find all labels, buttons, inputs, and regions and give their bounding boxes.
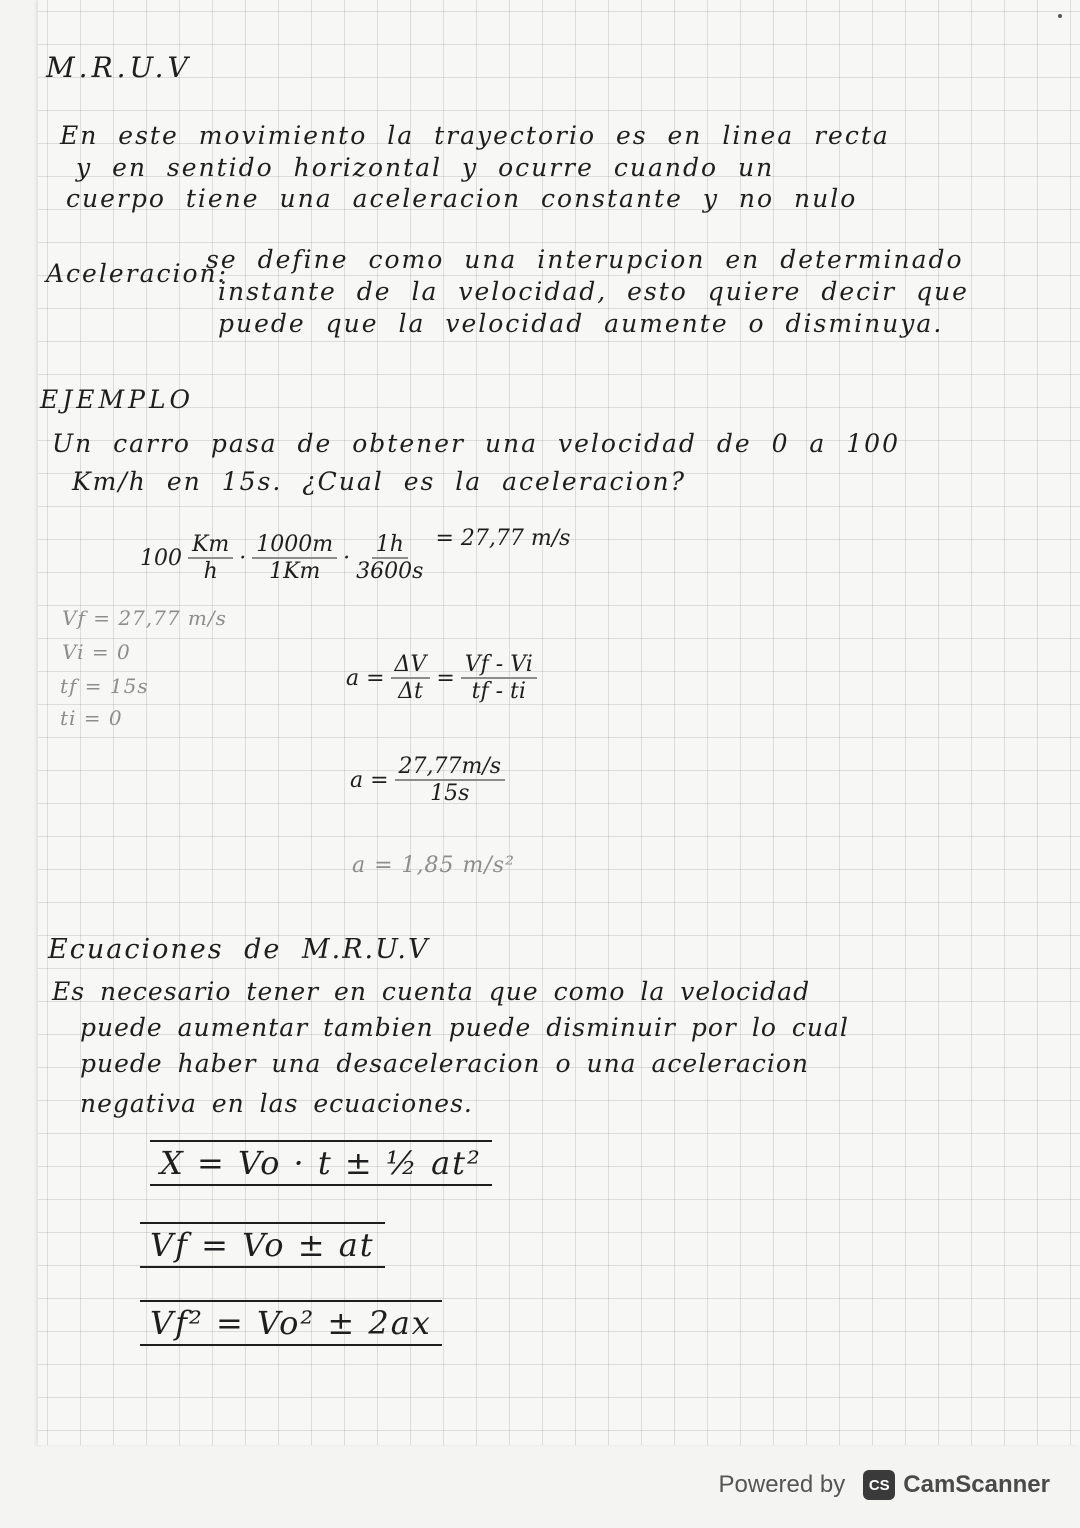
time-difference: tf - ti — [471, 679, 526, 704]
definition-term: Aceleracion: — [46, 259, 229, 288]
substitution-den: 15s — [430, 781, 470, 806]
velocity-difference: Vf - Vi — [461, 652, 537, 679]
intro-line-3: cuerpo tiene una aceleracion constante y no nulo — [66, 184, 858, 213]
equations-line-3: puede haber una desaceleracion o una aceleracion — [80, 1049, 810, 1078]
factor-1-den: 1Km — [269, 559, 321, 584]
given-vf: Vf = 27,77 m/s — [62, 606, 227, 630]
definition-line-1: se define como una interupcion en determinado — [206, 245, 964, 274]
conversion-factor-2 — [356, 532, 423, 584]
acceleration-result: a = 1,85 m/s² — [352, 853, 515, 878]
formula-equals: = — [436, 665, 455, 691]
equation-final-velocity: Vf = Vo ± at — [140, 1222, 385, 1268]
velocity-fraction — [461, 652, 537, 704]
given-ti: ti = 0 — [60, 706, 123, 730]
delta-v: ΔV — [391, 652, 431, 679]
substitution-fraction — [395, 754, 506, 806]
example-line-2: Km/h en 15s. ¿Cual es la aceleracion? — [72, 467, 687, 496]
definition-line-2: instante de la velocidad, esto quiere decir que — [218, 277, 969, 306]
unit-conversion — [140, 526, 571, 584]
conversion-value: 100 — [140, 545, 182, 571]
given-tf: tf = 15s — [60, 674, 149, 698]
conversion-factor-1 — [252, 532, 337, 584]
multiply-dot: · — [343, 545, 351, 571]
delta-fraction — [391, 652, 431, 704]
equation-position: X = Vo · t ± ½ at² — [150, 1140, 492, 1186]
acceleration-formula — [346, 652, 543, 704]
equations-line-4: negativa en las ecuaciones. — [80, 1089, 473, 1118]
page-title: M.R.U.V — [46, 51, 192, 84]
conversion-unit-num: Km — [188, 532, 233, 559]
equation-velocity-squared: Vf² = Vo² ± 2ax — [140, 1300, 442, 1346]
substitution — [350, 754, 511, 806]
substitution-lhs: a = — [350, 767, 389, 793]
factor-1-num: 1000m — [252, 532, 337, 559]
camscanner-brand: CamScanner — [903, 1471, 1050, 1498]
powered-by-label: Powered by — [718, 1471, 846, 1498]
equations-line-1: Es necesario tener en cuenta que como la velocidad — [52, 977, 811, 1006]
factor-2-den: 3600s — [356, 559, 424, 584]
given-vi: Vi = 0 — [62, 640, 131, 664]
example-line-1: Un carro pasa de obtener una velocidad de 0 a 100 — [52, 429, 900, 458]
definition-line-3: puede que la velocidad aumente o disminuya. — [218, 309, 944, 338]
intro-line-2: y en sentido horizontal y ocurre cuando un — [76, 153, 775, 182]
intro-line-1: En este movimiento la trayectorio es en linea recta — [60, 121, 890, 150]
conversion-unit — [188, 532, 233, 584]
formula-lhs: a = — [346, 665, 385, 691]
equations-heading: Ecuaciones de M.R.U.V — [48, 934, 430, 965]
conversion-unit-den: h — [203, 559, 218, 584]
substitution-num: 27,77m/s — [395, 754, 506, 781]
camscanner-logo-icon: CS — [863, 1470, 895, 1500]
equations-line-2: puede aumentar tambien puede disminuir por lo cual — [80, 1013, 849, 1042]
paper-speck — [1058, 14, 1062, 18]
example-heading: EJEMPLO — [40, 385, 195, 414]
conversion-result: = 27,77 m/s — [435, 526, 571, 551]
delta-t: Δt — [398, 679, 423, 704]
camscanner-footer — [719, 1470, 1050, 1500]
multiply-dot: · — [239, 545, 247, 571]
factor-2-num: 1h — [372, 532, 408, 559]
